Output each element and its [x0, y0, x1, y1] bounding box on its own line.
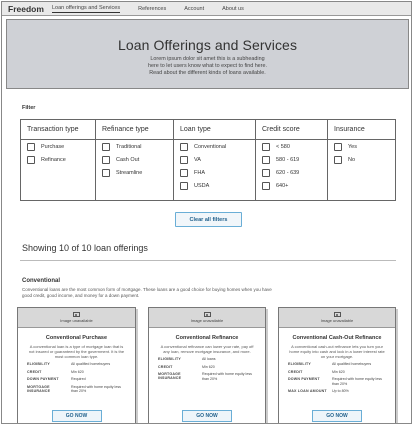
card-description: A conventional refinance can lower your rate, pay off any loan, remove mortgage insurance, and more. — [160, 344, 254, 354]
card-image-label: Image unavailable — [320, 318, 354, 323]
card-spec-row — [18, 377, 135, 382]
card-spec-row — [18, 370, 135, 375]
filter-option-label: No — [348, 156, 356, 163]
checkbox[interactable] — [334, 156, 342, 164]
page-title: Loan Offerings and Services — [117, 37, 298, 53]
section-divider — [20, 260, 396, 261]
filter-option-label: Traditional — [116, 143, 142, 150]
card-spec-row — [279, 377, 395, 386]
checkbox[interactable] — [27, 156, 35, 164]
image-icon — [334, 312, 341, 317]
image-icon — [73, 312, 80, 317]
card-description: A conventional cash-out refinance lets you turn your home equity into cash and lock in a lower interest rate on your mortgage. — [289, 344, 385, 359]
filter-option-fha[interactable] — [174, 166, 255, 179]
card-spec-row — [279, 362, 395, 367]
filter-option-label: 580 - 619 — [276, 156, 300, 163]
spec-key: ELIGIBILITY — [158, 357, 181, 361]
spec-key: ELIGIBILITY — [27, 362, 50, 366]
loan-card-conventional-cash-out-refinance — [278, 307, 396, 424]
filter-option-label: Cash Out — [116, 156, 140, 163]
filter-col-insurance — [328, 120, 395, 200]
checkbox[interactable] — [27, 143, 35, 151]
filter-option-label: Purchase — [41, 143, 65, 150]
filter-option-purchase[interactable] — [21, 140, 95, 153]
spec-key: MORTGAGE INSURANCE — [27, 384, 51, 393]
results-count: Showing 10 of 10 loan offerings — [22, 243, 148, 253]
filter-option-label: VA — [194, 156, 201, 163]
checkbox[interactable] — [262, 169, 270, 177]
filter-col-header: Credit score — [256, 120, 327, 140]
checkbox[interactable] — [102, 143, 110, 151]
card-spec-row — [149, 365, 265, 370]
nav-link-references[interactable]: References — [138, 5, 167, 12]
filter-option-usda[interactable] — [174, 179, 255, 192]
spec-key: CREDIT — [288, 369, 303, 374]
nav-link-loan-offerings[interactable]: Loan offerings and Services — [52, 4, 121, 11]
filter-option-traditional[interactable] — [96, 140, 173, 153]
card-spec-row — [18, 385, 135, 394]
card-title: Conventional Purchase — [45, 335, 108, 341]
filter-table — [20, 119, 396, 201]
filter-col-header: Transaction type — [21, 120, 95, 140]
spec-value: Required — [71, 377, 86, 382]
card-image-placeholder — [18, 308, 135, 328]
hero-banner — [6, 19, 409, 89]
spec-key: CREDIT — [27, 369, 42, 374]
spec-key: MORTGAGE INSURANCE — [158, 372, 182, 381]
clear-filters-button[interactable]: Clear all filters — [175, 212, 242, 227]
checkbox[interactable] — [102, 156, 110, 164]
spec-key: CREDIT — [158, 364, 173, 369]
checkbox[interactable] — [334, 143, 342, 151]
checkbox[interactable] — [180, 182, 188, 190]
spec-key: MAX LOAN AMOUNT — [288, 389, 327, 394]
go-now-button[interactable]: GO NOW — [52, 410, 102, 422]
filter-option-label: 620 - 639 — [276, 169, 300, 176]
spec-value: Up to 80% — [332, 389, 349, 394]
checkbox[interactable] — [180, 169, 188, 177]
card-description: A conventional loan is a type of mortgage loan that is not insured or guaranteed by the government. It is the most common loan type. — [28, 344, 125, 359]
go-now-button[interactable]: GO NOW — [312, 410, 362, 422]
filter-col-header: Insurance — [328, 120, 395, 140]
hero-subtitle-line: Lorem ipsum dolor sit amet this is a subheading — [150, 56, 265, 62]
page — [1, 1, 412, 424]
filter-col-credit-score — [256, 120, 328, 200]
spec-key: DOWN PAYMENT — [27, 377, 59, 382]
filter-option-va[interactable] — [174, 153, 255, 166]
section-title: Conventional — [22, 278, 61, 284]
hero-subtitle-line: here to let users know what to expect to find here. — [148, 63, 267, 69]
filter-option-refinance[interactable] — [21, 153, 95, 166]
checkbox[interactable] — [180, 156, 188, 164]
checkbox[interactable] — [262, 156, 270, 164]
image-icon — [204, 312, 211, 317]
card-spec-row — [279, 370, 395, 375]
spec-value: Required with home equity less than 20% — [332, 377, 382, 386]
brand-logo[interactable]: Freedom — [8, 3, 44, 14]
section-description: Conventional loans are the most common form of mortgage. These loans are a good choice for buying homes when you have good credit, good income, and money for a down payment. — [22, 287, 272, 298]
spec-value: Required with home equity less than 20% — [202, 372, 252, 381]
filter-option-label: USDA — [194, 182, 210, 189]
loan-card-conventional-purchase — [17, 307, 136, 424]
spec-value: Min 620 — [202, 364, 215, 369]
filter-option-cash-out[interactable] — [96, 153, 173, 166]
card-spec-row — [149, 357, 265, 362]
filter-col-refinance-type — [96, 120, 174, 200]
filter-option-credit-under-580[interactable] — [256, 140, 327, 153]
checkbox[interactable] — [262, 182, 270, 190]
card-image-label: Image unavailable — [60, 318, 93, 323]
spec-value: Required with home equity less than 20% — [71, 384, 121, 394]
spec-value: All qualified homebuyers — [332, 362, 372, 366]
spec-key: DOWN PAYMENT — [288, 377, 320, 382]
card-title: Conventional Refinance — [175, 335, 239, 341]
card-title: Conventional Cash-Out Refinance — [292, 335, 382, 341]
filter-option-credit-580-619[interactable] — [256, 153, 327, 166]
filter-col-transaction-type — [21, 120, 96, 200]
checkbox[interactable] — [262, 143, 270, 151]
filter-option-yes[interactable] — [328, 140, 395, 153]
card-image-placeholder — [149, 308, 265, 328]
filter-col-header: Refinance type — [96, 120, 173, 140]
hero-subtitle-line: Read about the different kinds of loans available. — [149, 70, 266, 76]
checkbox[interactable] — [180, 143, 188, 151]
loan-card-conventional-refinance — [148, 307, 266, 424]
top-nav — [2, 2, 411, 16]
filter-option-label: Yes — [348, 143, 357, 150]
go-now-button[interactable]: GO NOW — [182, 410, 232, 422]
filter-option-label: Streamline — [116, 169, 143, 176]
filter-option-no[interactable] — [328, 153, 395, 166]
spec-value: Min 620 — [71, 369, 84, 374]
card-image-placeholder — [279, 308, 395, 328]
filter-option-label: 640+ — [276, 182, 289, 189]
spec-value: Min 620 — [332, 369, 345, 374]
filter-col-header: Loan type — [174, 120, 255, 140]
filter-label: Filter — [22, 105, 36, 111]
nav-link-about-us[interactable]: About us — [222, 5, 244, 12]
card-spec-row — [18, 362, 135, 367]
filter-option-streamline[interactable] — [96, 166, 173, 179]
checkbox[interactable] — [102, 169, 110, 177]
filter-col-loan-type — [174, 120, 256, 200]
spec-value: All loans — [202, 357, 216, 361]
spec-key: ELIGIBILITY — [288, 362, 311, 366]
spec-value: All qualified homebuyers — [71, 362, 111, 366]
filter-option-label: Conventional — [194, 143, 227, 150]
filter-option-conventional[interactable] — [174, 140, 255, 153]
card-spec-row — [149, 372, 265, 381]
nav-link-account[interactable]: Account — [184, 5, 205, 12]
filter-option-label: FHA — [194, 169, 205, 176]
filter-option-label: < 580 — [276, 143, 290, 150]
filter-option-credit-640-plus[interactable] — [256, 179, 327, 192]
card-spec-row — [279, 389, 395, 394]
filter-option-credit-620-639[interactable] — [256, 166, 327, 179]
hero-subtitle — [7, 56, 408, 77]
filter-option-label: Refinance — [41, 156, 66, 163]
card-image-label: Image unavailable — [190, 318, 224, 323]
